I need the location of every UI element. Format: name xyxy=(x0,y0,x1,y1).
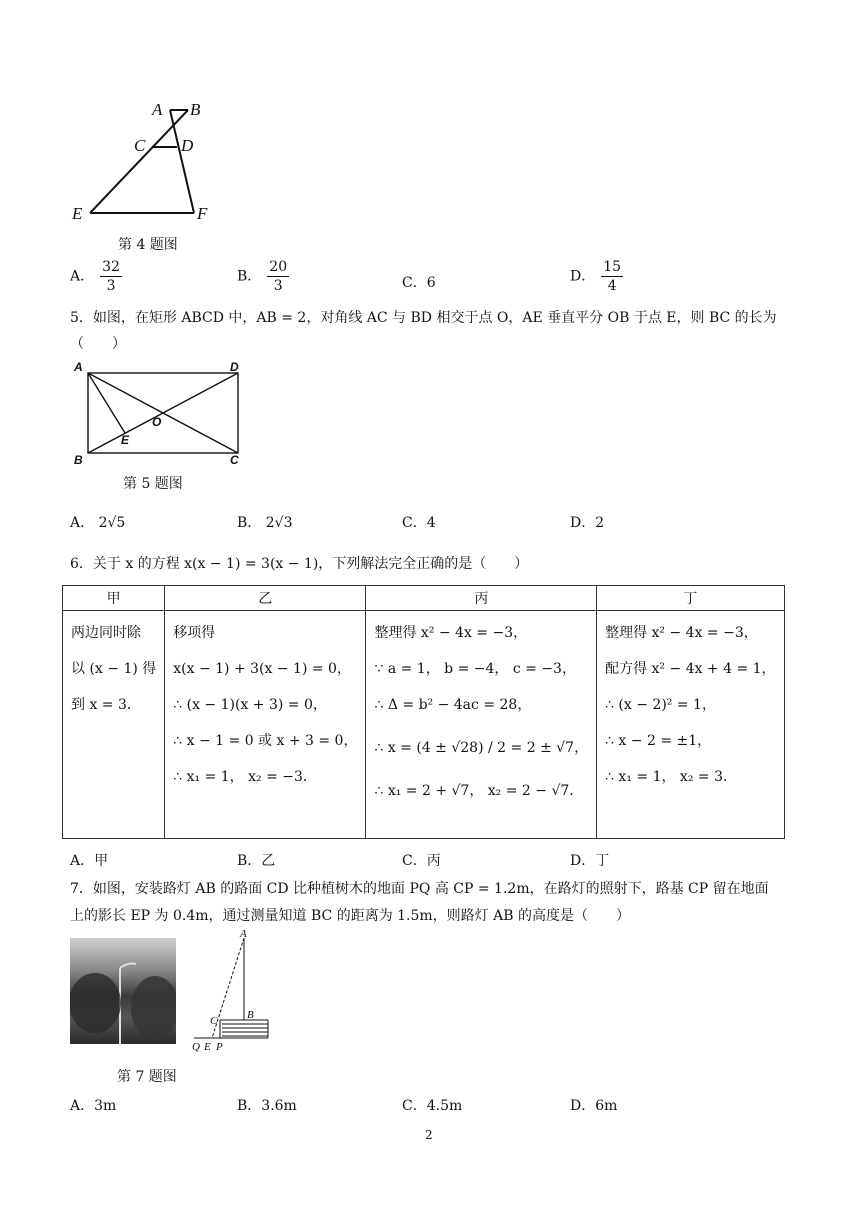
q5-figure xyxy=(70,358,250,468)
page-number: 2 xyxy=(425,1128,433,1142)
q5-stem-line1: 5．如图，在矩形 ABCD 中，AB = 2，对角线 AC 与 BD 相交于点 O，AE 垂直平分 OB 于点 E，则 BC 的长为 xyxy=(70,310,777,326)
q6-solutions-table xyxy=(62,585,785,839)
q6-ding-line: ∴ x − 2 = ±1， xyxy=(605,733,712,749)
q6-option-a: A．甲 xyxy=(70,853,109,869)
q6-cell-ding xyxy=(597,611,784,839)
q7-label-q: Q xyxy=(192,1041,200,1053)
q7-label-p: P xyxy=(216,1041,223,1053)
q4-figure xyxy=(70,95,230,225)
q7-label-a: A xyxy=(240,928,247,940)
q5-option-c: C．4 xyxy=(402,515,436,531)
q6-bing-line: ∴ x = (4 ± √28) / 2 = 2 ± √7， xyxy=(374,740,589,756)
q7-label-c: C xyxy=(210,1015,218,1027)
q6-yi-line: ∴ (x − 1)(x + 3) = 0， xyxy=(173,697,327,713)
q7-caption: 第 7 题图 xyxy=(117,1069,177,1085)
q6-option-b: B．乙 xyxy=(237,853,276,869)
q4-label-d: D xyxy=(181,136,194,155)
q6-cell-bing xyxy=(366,611,597,839)
q6-bing-line: 整理得 x² − 4x = −3， xyxy=(374,625,528,641)
q4-label-e: E xyxy=(72,204,83,223)
q6-jia-line: 以 (x − 1) 得 xyxy=(71,661,157,677)
q5-option-a: A． 2√5 xyxy=(70,515,126,531)
q6-option-c: C．丙 xyxy=(402,853,441,869)
q6-ding-line: 配方得 x² − 4x + 4 = 1， xyxy=(605,661,776,677)
streetlight-icon xyxy=(70,938,176,1044)
q6-yi-line: 移项得 xyxy=(173,625,216,641)
q6-yi-line: ∴ x₁ = 1， x₂ = −3． xyxy=(173,769,317,785)
q4-option-b: B． $\frac{20}{3}$ xyxy=(237,259,288,294)
q6-header-ding: 丁 xyxy=(597,586,784,611)
q6-header-yi: 乙 xyxy=(165,586,366,611)
q6-yi-line: ∴ x − 1 = 0 或 x + 3 = 0， xyxy=(173,733,358,749)
q6-ding-line: 整理得 x² − 4x = −3， xyxy=(605,625,758,641)
q6-jia-line: 到 x = 3． xyxy=(71,697,141,713)
q6-ding-line: ∴ x₁ = 1， x₂ = 3． xyxy=(605,769,737,785)
q4-label-b: B xyxy=(190,100,201,119)
q6-header-bing: 丙 xyxy=(366,586,597,611)
q7-option-c: C．4.5m xyxy=(402,1098,463,1114)
q7-stem-line1: 7．如图，安装路灯 AB 的路面 CD 比种植树木的地面 PQ 高 CP = 1.2m，在路灯的照射下，路基 CP 留在地面 xyxy=(70,881,769,897)
q6-ding-line: ∴ (x − 2)² = 1， xyxy=(605,697,716,713)
q6-jia-line: 两边同时除 xyxy=(71,625,141,641)
q5-label-o: O xyxy=(152,415,162,429)
q4-option-a: A． $\frac{32}{3}$ xyxy=(70,259,120,294)
q5-label-e: E xyxy=(121,433,130,447)
q6-cell-jia xyxy=(63,611,165,839)
q5-option-b: B． 2√3 xyxy=(237,515,293,531)
q6-bing-line: ∴ Δ = b² − 4ac = 28， xyxy=(374,697,532,713)
q7-figure xyxy=(188,928,278,1056)
q6-stem: 6．关于 x 的方程 x(x − 1) = 3(x − 1)，下列解法完全正确的是（ ） xyxy=(70,556,529,572)
q7-option-b: B．3.6m xyxy=(237,1098,297,1114)
q5-stem-line2: （ ） xyxy=(70,336,126,352)
q4-caption: 第 4 题图 xyxy=(118,237,178,253)
q6-bing-line: ∵ a = 1， b = −4， c = −3， xyxy=(374,661,576,677)
q4-label-f: F xyxy=(197,204,208,223)
q4-label-c: C xyxy=(134,136,146,155)
q4-label-a: A xyxy=(152,100,163,119)
q5-label-c: C xyxy=(230,453,239,467)
q7-option-d: D．6m xyxy=(570,1098,618,1114)
q5-label-d: D xyxy=(230,360,239,374)
q6-cell-yi xyxy=(165,611,366,839)
q6-yi-line: x(x − 1) + 3(x − 1) = 0， xyxy=(173,661,351,677)
q6-header-jia: 甲 xyxy=(63,586,165,611)
q7-label-e: E xyxy=(204,1041,211,1053)
q7-label-b: B xyxy=(247,1009,254,1021)
q7-stem-line2: 上的影长 EP 为 0.4m，通过测量知道 BC 的距离为 1.5m，则路灯 AB 的高度是（ ） xyxy=(70,908,630,924)
q7-streetlight-photo xyxy=(70,938,176,1044)
q6-option-d: D．丁 xyxy=(570,853,610,869)
q6-bing-line: ∴ x₁ = 2 + √7， x₂ = 2 − √7． xyxy=(374,783,584,799)
q5-label-a: A xyxy=(74,360,83,374)
q7-option-a: A．3m xyxy=(70,1098,117,1114)
q5-caption: 第 5 题图 xyxy=(123,476,183,492)
q4-option-c: C．6 xyxy=(402,275,436,291)
q5-label-b: B xyxy=(74,453,83,467)
q5-option-d: D．2 xyxy=(570,515,605,531)
q4-option-d: D． $\frac{15}{4}$ xyxy=(570,259,622,294)
